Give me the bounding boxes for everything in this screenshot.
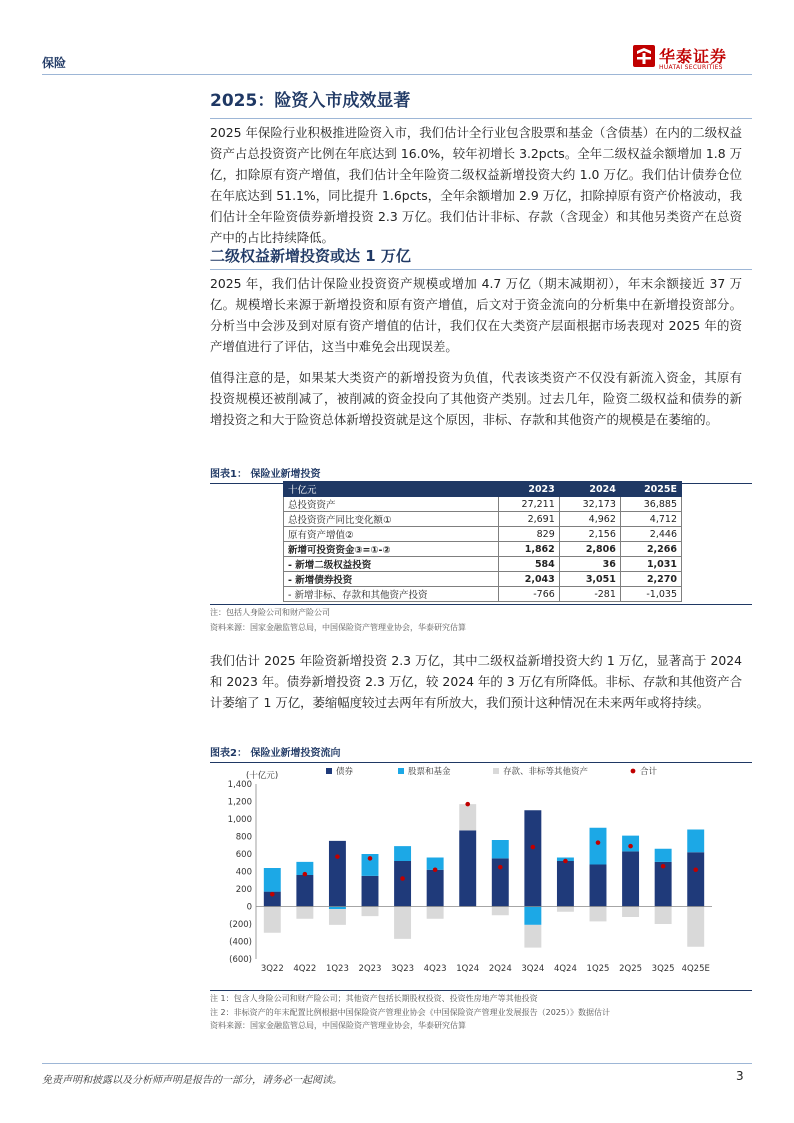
- bar-segment: [557, 861, 574, 907]
- y-tick-label: 200: [235, 885, 252, 895]
- y-tick-label: 1,000: [227, 815, 252, 825]
- bar-segment: [394, 861, 411, 907]
- table-cell: 4,962: [559, 512, 620, 527]
- table-cell: 36: [559, 557, 620, 572]
- bar-segment: [329, 841, 346, 907]
- table-cell: 1,862: [498, 542, 559, 557]
- figure2-note2: 注 2：非标资产的年末配置比例根据中国保险资产管理业协会《中国保险资产管理业发展报告（2025）》数据估计: [210, 1008, 610, 1017]
- y-tick-label: 1,400: [227, 780, 252, 790]
- table-row: [284, 587, 682, 602]
- table-cell: 584: [498, 557, 559, 572]
- x-tick-label: 2Q25: [619, 964, 643, 974]
- page-number: 3: [736, 1069, 744, 1083]
- table-header-2023: 2023: [498, 482, 559, 497]
- y-tick-label: (600): [229, 955, 252, 965]
- table-cell: -766: [498, 587, 559, 602]
- y-tick-label: 0: [246, 902, 252, 913]
- bar-segment: [687, 907, 704, 947]
- paragraph-negative-investment: 值得注意的是，如果某大类资产的新增投资为负值，代表该类资产不仅没有新流入资金，其原有投资规模还被削减了，被削减的资金投向了其他资产类别。过去几年，险资二级权益和债券的新增投资之和大于险资总体新增投资就是这个原因，非标、存款和其他资产的规模是在萎缩的。: [210, 370, 742, 427]
- figure2-note1: 注 1：包含人身险公司和财产险公司；其他资产包括长期股权投资、投资性房地产等其他投资: [210, 994, 538, 1003]
- figure1-note: 注：包括人身险公司和财产险公司: [210, 608, 330, 617]
- table-row-label: 总投资资产: [284, 497, 499, 512]
- bar-segment: [622, 836, 639, 852]
- table-cell: 27,211: [498, 497, 559, 512]
- paragraph-2025-estimate: 我们估计 2025 年险资新增投资 2.3 万亿，其中二级权益新增投资大约 1 万亿，显著高于 2024 和 2023 年。债券新增投资 2.3 万亿，较 2024 年的 3 万亿有所降低。非标、存款和其他资产合计萎缩了 1 万亿，萎缩幅度较过去两年有所放大，我们预计这种情况在未来两年或将持续。: [210, 653, 742, 710]
- legend-marker: [631, 769, 636, 774]
- investment-flow-chart: [210, 762, 720, 984]
- table-header-unit: 十亿元: [284, 482, 499, 497]
- total-point: [693, 867, 698, 872]
- total-point: [270, 892, 275, 897]
- total-point: [465, 802, 470, 807]
- figure2-title: 图表2： 保险业新增投资流向: [210, 744, 752, 763]
- legend-label: 存款、非标等其他资产: [503, 767, 589, 777]
- new-investment-table: [283, 481, 682, 602]
- footer-divider: [42, 1063, 752, 1064]
- legend-swatch: [326, 768, 332, 774]
- y-tick-label: 600: [235, 850, 252, 860]
- y-tick-label: 800: [235, 832, 252, 843]
- chart-unit-label: (十亿元): [246, 771, 279, 781]
- header-divider: [42, 74, 752, 75]
- x-tick-label: 1Q23: [325, 964, 349, 974]
- x-tick-label: 2Q24: [488, 964, 512, 974]
- x-tick-label: 2Q23: [358, 964, 382, 974]
- bar-segment: [524, 810, 541, 906]
- x-tick-label: 4Q23: [423, 964, 447, 974]
- legend-swatch: [493, 768, 499, 774]
- table-cell: 32,173: [559, 497, 620, 512]
- table-row-label: 新增可投资资金③=①-②: [284, 542, 499, 557]
- bar-segment: [524, 907, 541, 925]
- bar-segment: [427, 870, 444, 907]
- paragraph-market-entry: 2025 年保险行业积极推进险资入市，我们估计全行业包含股票和基金（含债基）在内的二级权益资产占总投资资产比例在年底达到 16.0%，较年初增长 3.2pcts。全年二级权益余额增加 1.8 万亿，扣除原有资产增值，我们估计全年险资二级权益新增投资大约 1.0 万亿。我们估计债券仓位在年底达到 51.1%，同比提升 1.6pcts，全年余额增加 2.9 万亿，扣除掉原有资产价格波动，我们估计全年险资债券新增投资 2.3 万亿。我们估计非标、存款（含现金）和其他另类资产在总资产中的占比持续降低。: [210, 125, 742, 245]
- figure1-bottom-divider: [210, 604, 752, 605]
- x-tick-label: 3Q23: [391, 964, 415, 974]
- total-point: [335, 854, 340, 859]
- huatai-logo-icon: [633, 45, 655, 67]
- table-cell: 1,031: [620, 557, 681, 572]
- total-point: [368, 856, 373, 861]
- bar-segment: [590, 828, 607, 865]
- table-cell: 829: [498, 527, 559, 542]
- legend-label: 债券: [336, 767, 354, 777]
- bar-segment: [655, 907, 672, 925]
- header-section-label: 保险: [42, 56, 67, 70]
- bar-segment: [264, 907, 281, 933]
- figure1-source: 资料来源：国家金融监管总局，中国保险资产管理业协会，华泰研究估算: [210, 623, 466, 632]
- bar-segment: [655, 862, 672, 907]
- table-cell: 36,885: [620, 497, 681, 512]
- x-tick-label: 4Q25E: [681, 964, 710, 974]
- x-tick-label: 1Q25: [586, 964, 610, 974]
- bar-segment: [362, 907, 379, 917]
- figure2-source: 资料来源：国家金融监管总局，中国保险资产管理业协会，华泰研究估算: [210, 1021, 466, 1030]
- table-cell: -1,035: [620, 587, 681, 602]
- table-cell: -281: [559, 587, 620, 602]
- y-tick-label: (200): [229, 920, 252, 930]
- table-row-label: 原有资产增值②: [284, 527, 499, 542]
- table-cell: 3,051: [559, 572, 620, 587]
- legend-swatch: [398, 768, 404, 774]
- table-cell: 4,712: [620, 512, 681, 527]
- bar-segment: [427, 907, 444, 919]
- bar-segment: [524, 925, 541, 948]
- bar-segment: [492, 907, 509, 916]
- bar-segment: [264, 868, 281, 892]
- table-row: [284, 572, 682, 587]
- y-tick-label: 400: [235, 867, 252, 878]
- total-point: [498, 865, 503, 870]
- logo-text-en: HUATAI SECURITIES: [659, 64, 723, 71]
- table-cell: 2,266: [620, 542, 681, 557]
- table-cell: 2,156: [559, 527, 620, 542]
- table-row: [284, 527, 682, 542]
- table-header-2024: 2024: [559, 482, 620, 497]
- table-header-row: [284, 482, 682, 497]
- total-point: [400, 876, 405, 881]
- total-point: [596, 840, 601, 845]
- bar-segment: [492, 840, 509, 858]
- bar-segment: [394, 846, 411, 861]
- x-tick-label: 3Q22: [260, 964, 284, 974]
- table-row-label: 总投资资产同比变化额①: [284, 512, 499, 527]
- bar-segment: [622, 907, 639, 918]
- bar-segment: [329, 909, 346, 925]
- bar-segment: [459, 804, 476, 830]
- footer-disclaimer: 免责声明和披露以及分析师声明是报告的一部分，请务必一起阅读。: [42, 1075, 342, 1086]
- total-point: [628, 844, 633, 849]
- table-row-label: - 新增债券投资: [284, 572, 499, 587]
- total-point: [303, 872, 308, 877]
- legend-label: 合计: [640, 767, 658, 777]
- table-cell: 2,806: [559, 542, 620, 557]
- table-cell: 2,691: [498, 512, 559, 527]
- bar-segment: [590, 907, 607, 922]
- x-tick-label: 3Q25: [651, 964, 675, 974]
- brand-logo: [633, 44, 745, 74]
- y-tick-label: 1,200: [227, 797, 252, 808]
- table-header-2025e: 2025E: [620, 482, 681, 497]
- bar-segment: [590, 865, 607, 907]
- table-row: [284, 512, 682, 527]
- bar-segment: [687, 852, 704, 906]
- section-title-market-entry: 2025：险资入市成效显著: [210, 89, 752, 119]
- paragraph-asset-growth: 2025 年，我们估计保险业投资资产规模或增加 4.7 万亿（期末减期初），年末余额接近 37 万亿。规模增长来源于新增投资和原有资产增值，后文对于资金流向的分析集中在新增投资部分。分析当中会涉及到对原有资产增值的估计，我们仅在大类资产层面根据市场表现对 2025 年的资产增值进行了评估，这当中难免会出现误差。: [210, 276, 742, 354]
- section-title-equity-investment: 二级权益新增投资或达 1 万亿: [210, 246, 752, 270]
- table-cell: 2,446: [620, 527, 681, 542]
- bar-segment: [296, 875, 313, 907]
- table-cell: 2,270: [620, 572, 681, 587]
- figure2-bottom-divider: [210, 990, 752, 991]
- bar-segment: [622, 851, 639, 906]
- bar-segment: [394, 907, 411, 939]
- legend-label: 股票和基金: [408, 767, 451, 777]
- total-point: [661, 864, 666, 869]
- bar-segment: [296, 907, 313, 919]
- total-point: [433, 867, 438, 872]
- x-tick-label: 3Q24: [521, 964, 545, 974]
- table-cell: 2,043: [498, 572, 559, 587]
- bar-segment: [362, 876, 379, 907]
- table-row-label: - 新增非标、存款和其他资产投资: [284, 587, 499, 602]
- total-point: [563, 859, 568, 864]
- bar-segment: [655, 849, 672, 862]
- x-tick-label: 4Q22: [293, 964, 317, 974]
- bar-segment: [459, 830, 476, 906]
- bar-segment: [687, 830, 704, 853]
- total-point: [531, 845, 536, 850]
- table-row: [284, 557, 682, 572]
- figure1-title: 图表1： 保险业新增投资: [210, 465, 752, 484]
- table-row-label: - 新增二级权益投资: [284, 557, 499, 572]
- table-row: [284, 542, 682, 557]
- bar-segment: [557, 907, 574, 912]
- logo-text-cn: 华泰证券: [659, 47, 728, 66]
- table-row: [284, 497, 682, 512]
- x-tick-label: 1Q24: [456, 964, 480, 974]
- y-tick-label: (400): [229, 937, 252, 948]
- x-tick-label: 4Q24: [553, 964, 577, 974]
